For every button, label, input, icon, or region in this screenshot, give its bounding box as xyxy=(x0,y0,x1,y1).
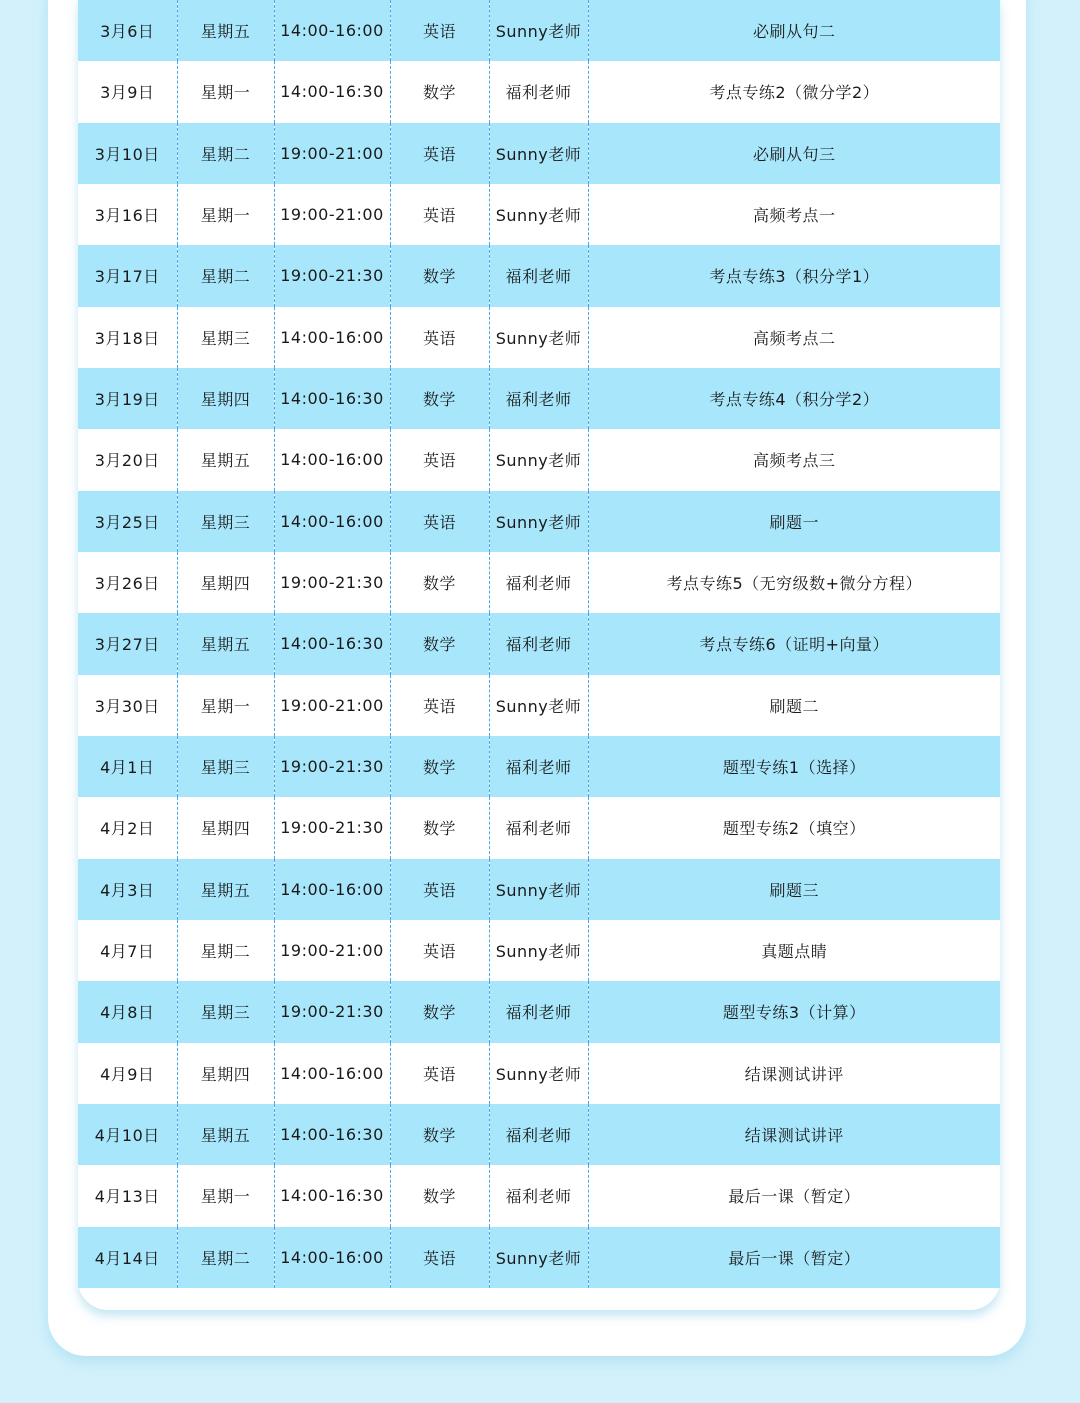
cell-weekday: 星期四 xyxy=(177,1043,274,1104)
cell-teacher: Sunny老师 xyxy=(489,1043,588,1104)
cell-time: 14:00-16:00 xyxy=(274,1227,390,1288)
table-row xyxy=(78,184,1000,245)
table-row xyxy=(78,859,1000,920)
cell-time: 19:00-21:30 xyxy=(274,736,390,797)
cell-teacher: Sunny老师 xyxy=(489,920,588,981)
cell-weekday: 星期五 xyxy=(177,613,274,674)
cell-subject: 英语 xyxy=(390,184,489,245)
cell-teacher: Sunny老师 xyxy=(489,491,588,552)
cell-subject: 英语 xyxy=(390,1227,489,1288)
table-row xyxy=(78,920,1000,981)
cell-date: 4月8日 xyxy=(78,981,177,1042)
cell-date: 3月20日 xyxy=(78,429,177,490)
cell-date: 4月7日 xyxy=(78,920,177,981)
cell-weekday: 星期一 xyxy=(177,1165,274,1226)
cell-time: 14:00-16:00 xyxy=(274,1043,390,1104)
cell-subject: 英语 xyxy=(390,123,489,184)
cell-teacher: 福利老师 xyxy=(489,552,588,613)
cell-weekday: 星期一 xyxy=(177,61,274,122)
schedule-body xyxy=(78,0,1000,1288)
schedule-table xyxy=(78,0,1000,1288)
cell-time: 14:00-16:00 xyxy=(274,491,390,552)
cell-topic: 真题点睛 xyxy=(588,920,1000,981)
cell-topic: 考点专练3（积分学1） xyxy=(588,245,1000,306)
cell-weekday: 星期五 xyxy=(177,859,274,920)
cell-time: 19:00-21:30 xyxy=(274,981,390,1042)
cell-subject: 数学 xyxy=(390,1104,489,1165)
cell-topic: 考点专练4（积分学2） xyxy=(588,368,1000,429)
cell-topic: 高频考点三 xyxy=(588,429,1000,490)
cell-teacher: Sunny老师 xyxy=(489,184,588,245)
cell-date: 4月9日 xyxy=(78,1043,177,1104)
table-row xyxy=(78,1227,1000,1288)
cell-teacher: 福利老师 xyxy=(489,981,588,1042)
cell-date: 3月10日 xyxy=(78,123,177,184)
cell-teacher: 福利老师 xyxy=(489,736,588,797)
cell-date: 3月18日 xyxy=(78,307,177,368)
cell-weekday: 星期三 xyxy=(177,736,274,797)
cell-topic: 最后一课（暂定） xyxy=(588,1227,1000,1288)
cell-weekday: 星期四 xyxy=(177,368,274,429)
cell-topic: 刷题二 xyxy=(588,675,1000,736)
cell-subject: 数学 xyxy=(390,736,489,797)
cell-subject: 数学 xyxy=(390,61,489,122)
cell-subject: 数学 xyxy=(390,368,489,429)
table-row xyxy=(78,0,1000,61)
cell-time: 14:00-16:00 xyxy=(274,859,390,920)
table-row xyxy=(78,552,1000,613)
cell-topic: 题型专练1（选择） xyxy=(588,736,1000,797)
cell-subject: 数学 xyxy=(390,797,489,858)
cell-date: 4月10日 xyxy=(78,1104,177,1165)
cell-date: 3月30日 xyxy=(78,675,177,736)
cell-teacher: 福利老师 xyxy=(489,797,588,858)
cell-teacher: 福利老师 xyxy=(489,613,588,674)
cell-weekday: 星期二 xyxy=(177,245,274,306)
cell-weekday: 星期四 xyxy=(177,552,274,613)
cell-weekday: 星期五 xyxy=(177,429,274,490)
cell-subject: 数学 xyxy=(390,613,489,674)
cell-weekday: 星期五 xyxy=(177,0,274,61)
cell-date: 3月9日 xyxy=(78,61,177,122)
cell-weekday: 星期三 xyxy=(177,307,274,368)
cell-date: 4月2日 xyxy=(78,797,177,858)
cell-subject: 英语 xyxy=(390,1043,489,1104)
cell-time: 14:00-16:30 xyxy=(274,1104,390,1165)
cell-time: 19:00-21:30 xyxy=(274,245,390,306)
cell-subject: 数学 xyxy=(390,245,489,306)
cell-date: 4月1日 xyxy=(78,736,177,797)
table-row xyxy=(78,675,1000,736)
table-row xyxy=(78,1104,1000,1165)
cell-teacher: Sunny老师 xyxy=(489,429,588,490)
cell-topic: 考点专练5（无穷级数+微分方程） xyxy=(588,552,1000,613)
cell-date: 3月6日 xyxy=(78,0,177,61)
cell-teacher: Sunny老师 xyxy=(489,123,588,184)
cell-teacher: 福利老师 xyxy=(489,245,588,306)
table-row xyxy=(78,736,1000,797)
cell-weekday: 星期二 xyxy=(177,1227,274,1288)
table-row xyxy=(78,797,1000,858)
cell-time: 19:00-21:00 xyxy=(274,184,390,245)
table-row xyxy=(78,1165,1000,1226)
cell-topic: 刷题一 xyxy=(588,491,1000,552)
cell-teacher: 福利老师 xyxy=(489,1165,588,1226)
table-row xyxy=(78,307,1000,368)
cell-teacher: Sunny老师 xyxy=(489,1227,588,1288)
cell-date: 3月19日 xyxy=(78,368,177,429)
table-row xyxy=(78,61,1000,122)
table-row xyxy=(78,429,1000,490)
cell-teacher: Sunny老师 xyxy=(489,675,588,736)
table-row xyxy=(78,981,1000,1042)
cell-teacher: Sunny老师 xyxy=(489,307,588,368)
cell-weekday: 星期一 xyxy=(177,184,274,245)
cell-topic: 必刷从句二 xyxy=(588,0,1000,61)
cell-topic: 高频考点一 xyxy=(588,184,1000,245)
table-row xyxy=(78,368,1000,429)
cell-topic: 刷题三 xyxy=(588,859,1000,920)
cell-time: 19:00-21:30 xyxy=(274,552,390,613)
cell-teacher: Sunny老师 xyxy=(489,0,588,61)
cell-subject: 英语 xyxy=(390,307,489,368)
cell-time: 19:00-21:30 xyxy=(274,797,390,858)
cell-subject: 英语 xyxy=(390,859,489,920)
cell-topic: 结课测试讲评 xyxy=(588,1043,1000,1104)
cell-subject: 英语 xyxy=(390,675,489,736)
table-row xyxy=(78,245,1000,306)
cell-weekday: 星期五 xyxy=(177,1104,274,1165)
cell-weekday: 星期三 xyxy=(177,491,274,552)
cell-subject: 英语 xyxy=(390,429,489,490)
cell-time: 19:00-21:00 xyxy=(274,675,390,736)
cell-subject: 英语 xyxy=(390,491,489,552)
cell-weekday: 星期三 xyxy=(177,981,274,1042)
table-row xyxy=(78,613,1000,674)
cell-date: 3月25日 xyxy=(78,491,177,552)
cell-teacher: 福利老师 xyxy=(489,61,588,122)
cell-time: 19:00-21:00 xyxy=(274,920,390,981)
cell-subject: 数学 xyxy=(390,1165,489,1226)
cell-topic: 考点专练6（证明+向量） xyxy=(588,613,1000,674)
cell-time: 14:00-16:30 xyxy=(274,368,390,429)
cell-date: 3月27日 xyxy=(78,613,177,674)
cell-topic: 考点专练2（微分学2） xyxy=(588,61,1000,122)
table-row xyxy=(78,123,1000,184)
table-row xyxy=(78,1043,1000,1104)
cell-date: 3月16日 xyxy=(78,184,177,245)
cell-subject: 英语 xyxy=(390,920,489,981)
cell-subject: 数学 xyxy=(390,552,489,613)
cell-date: 4月3日 xyxy=(78,859,177,920)
cell-time: 14:00-16:30 xyxy=(274,1165,390,1226)
cell-topic: 题型专练2（填空） xyxy=(588,797,1000,858)
cell-topic: 最后一课（暂定） xyxy=(588,1165,1000,1226)
cell-time: 14:00-16:30 xyxy=(274,61,390,122)
cell-weekday: 星期一 xyxy=(177,675,274,736)
cell-weekday: 星期四 xyxy=(177,797,274,858)
cell-time: 14:00-16:00 xyxy=(274,0,390,61)
cell-date: 4月14日 xyxy=(78,1227,177,1288)
cell-weekday: 星期二 xyxy=(177,920,274,981)
cell-time: 14:00-16:00 xyxy=(274,429,390,490)
cell-topic: 高频考点二 xyxy=(588,307,1000,368)
table-row xyxy=(78,491,1000,552)
cell-date: 3月17日 xyxy=(78,245,177,306)
cell-subject: 数学 xyxy=(390,981,489,1042)
cell-subject: 英语 xyxy=(390,0,489,61)
cell-topic: 必刷从句三 xyxy=(588,123,1000,184)
cell-time: 14:00-16:30 xyxy=(274,613,390,674)
cell-teacher: Sunny老师 xyxy=(489,859,588,920)
cell-date: 4月13日 xyxy=(78,1165,177,1226)
cell-topic: 结课测试讲评 xyxy=(588,1104,1000,1165)
cell-topic: 题型专练3（计算） xyxy=(588,981,1000,1042)
cell-time: 14:00-16:00 xyxy=(274,307,390,368)
cell-weekday: 星期二 xyxy=(177,123,274,184)
cell-time: 19:00-21:00 xyxy=(274,123,390,184)
cell-teacher: 福利老师 xyxy=(489,368,588,429)
cell-date: 3月26日 xyxy=(78,552,177,613)
cell-teacher: 福利老师 xyxy=(489,1104,588,1165)
